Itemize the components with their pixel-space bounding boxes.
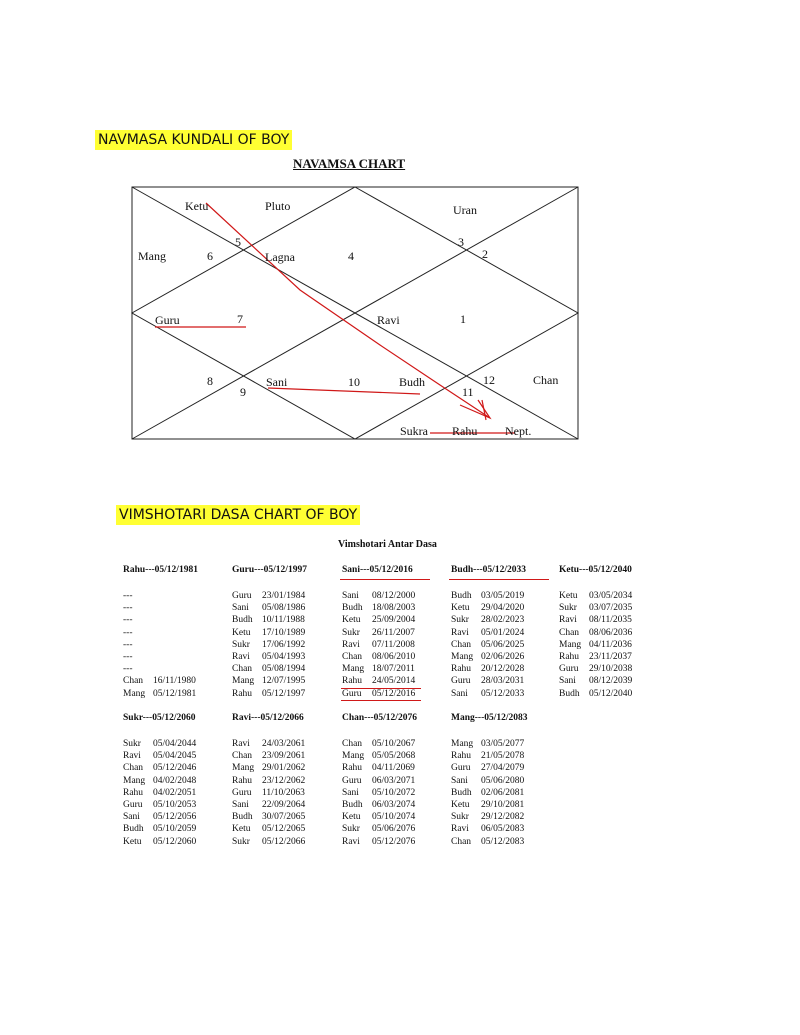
house-1: 1	[460, 312, 466, 326]
dasa-row: Guru 23/01/1984	[232, 591, 306, 601]
dasa-block-title: Mang---05/12/2083	[451, 713, 528, 723]
house-4: 4	[348, 249, 354, 263]
dasa-row: Ravi 24/03/2061	[232, 739, 306, 749]
dasa-row: ---	[123, 627, 133, 638]
dasa-row: Guru 11/10/2063	[232, 787, 305, 798]
house-11: 11	[462, 385, 474, 399]
dasa-block-title: Budh---05/12/2033	[451, 565, 526, 575]
navamsa-section-heading: NAVMASA KUNDALI OF BOY	[95, 130, 292, 150]
dasa-row: Sukr 26/11/2007	[342, 627, 415, 638]
dasa-block-title: Sukr---05/12/2060	[123, 713, 196, 723]
dasa-row: Budh 06/03/2074	[342, 799, 416, 810]
dasa-row: Rahu 21/05/2078	[451, 751, 525, 762]
dasa-row: Ravi 06/05/2083	[451, 824, 525, 835]
dasa-row: Guru 05/10/2053	[123, 799, 197, 810]
dasa-row: Ketu 05/12/2060	[123, 836, 197, 847]
planet-pluto: Pluto	[265, 199, 291, 213]
dasa-row: Guru 28/03/2031	[451, 676, 525, 687]
dasa-block-title: Ketu---05/12/2040	[559, 565, 632, 575]
dasa-row: Sani 05/12/2033	[451, 688, 525, 699]
house-7: 7	[237, 312, 243, 326]
dasa-rows	[451, 590, 524, 700]
dasa-row: Chan 05/08/1994	[232, 664, 306, 675]
dasa-row: Ketu 03/05/2034	[559, 591, 633, 601]
dasa-row: Ravi 07/11/2008	[342, 639, 415, 650]
dasa-row: Sukr 28/02/2023	[451, 615, 525, 626]
dasa-row: Ravi 05/12/2076	[342, 836, 416, 847]
dasa-row: Chan 05/06/2025	[451, 639, 525, 650]
dasa-rows	[559, 590, 632, 700]
dasa-row: Rahu 04/02/2051	[123, 787, 197, 798]
dasa-row: Budh 18/08/2003	[342, 603, 416, 614]
dasa-row: Sukr 17/06/1992	[232, 639, 306, 650]
dasa-row: ---	[123, 651, 133, 662]
dasa-row: ---	[123, 664, 133, 675]
dasa-block-title: Rahu---05/12/1981	[123, 565, 198, 575]
house-5: 5	[235, 235, 241, 249]
dasa-row: Sani 05/10/2072	[342, 787, 416, 798]
dasa-row: Guru 06/03/2071	[342, 775, 416, 786]
dasa-row: Budh 10/11/1988	[232, 615, 305, 626]
dasa-row: Ravi 08/11/2035	[559, 615, 632, 626]
dasa-row: Chan 08/06/2036	[559, 627, 633, 638]
dasa-row: Sani 08/12/2039	[559, 676, 633, 687]
house-12: 12	[483, 373, 495, 387]
dasa-row: Guru 05/12/2016	[342, 688, 416, 699]
dasa-row: Mang 04/02/2048	[123, 775, 197, 786]
annotation-guru-row-underline	[341, 700, 421, 701]
dasa-row: Sani 05/06/2080	[451, 775, 525, 786]
planet-mang: Mang	[138, 249, 166, 263]
dasa-row: Rahu 04/11/2069	[342, 763, 415, 774]
dasa-row: Ketu 29/04/2020	[451, 603, 525, 614]
house-8: 8	[207, 374, 213, 388]
dasa-row: Chan 05/10/2067	[342, 739, 416, 749]
dasa-row: Chan 23/09/2061	[232, 751, 306, 762]
dasa-rows	[342, 590, 415, 700]
dasa-row: Ketu 25/09/2004	[342, 615, 416, 626]
dasa-row: Sukr 05/12/2066	[232, 836, 306, 847]
dasa-row: Guru 27/04/2079	[451, 763, 525, 774]
dasa-section-heading: VIMSHOTARI DASA CHART OF BOY	[116, 505, 360, 525]
house-9: 9	[240, 385, 246, 399]
dasa-rows	[232, 590, 305, 700]
dasa-row: Sukr 29/12/2082	[451, 812, 525, 823]
dasa-row: Budh 03/05/2019	[451, 591, 525, 601]
planet-ketu: Ketu	[185, 199, 209, 213]
dasa-row: Rahu 20/12/2028	[451, 664, 525, 675]
dasa-row: Rahu 05/12/1997	[232, 688, 306, 699]
dasa-row: Sukr 05/06/2076	[342, 824, 416, 835]
planet-sani: Sani	[266, 375, 288, 389]
house-2: 2	[482, 247, 488, 261]
dasa-row: Ravi 05/04/2045	[123, 751, 197, 762]
dasa-row: Sani 22/09/2064	[232, 799, 306, 810]
dasa-row: Chan 16/11/1980	[123, 676, 196, 687]
annotation-tick	[482, 400, 486, 420]
dasa-row: Sani 05/12/2056	[123, 812, 197, 823]
annotation-sani-budh-line	[268, 388, 420, 394]
dasa-table-title: Vimshotari Antar Dasa	[338, 539, 437, 550]
annotation-rahu-row-underline	[341, 688, 421, 689]
planet-ravi: Ravi	[377, 313, 400, 327]
dasa-row: Budh 05/10/2059	[123, 824, 197, 835]
dasa-row: Ketu 05/12/2065	[232, 824, 306, 835]
dasa-row: Chan 08/06/2010	[342, 651, 416, 662]
planet-rahu: Rahu	[452, 424, 478, 438]
dasa-row: Sani 05/08/1986	[232, 603, 306, 614]
house-6: 6	[207, 249, 213, 263]
dasa-row: Mang 18/07/2011	[342, 664, 415, 675]
dasa-rows	[123, 590, 196, 700]
dasa-rows	[123, 738, 196, 848]
house-lagna: Lagna	[265, 250, 295, 264]
planet-guru: Guru	[155, 313, 180, 327]
dasa-row: Chan 05/12/2046	[123, 763, 197, 774]
dasa-row: Ketu 17/10/1989	[232, 627, 306, 638]
dasa-block-title: Chan---05/12/2076	[342, 713, 417, 723]
dasa-row: Mang 29/01/2062	[232, 763, 306, 774]
planet-budh: Budh	[399, 375, 426, 389]
dasa-row: Rahu 23/11/2037	[559, 651, 632, 662]
dasa-row: ---	[123, 603, 133, 614]
dasa-row: Budh 05/12/2040	[559, 688, 633, 699]
dasa-block-title: Sani---05/12/2016	[342, 565, 413, 575]
dasa-row: Sani 08/12/2000	[342, 591, 416, 601]
planet-nept: Nept.	[505, 424, 532, 438]
dasa-row: ---	[123, 615, 133, 626]
dasa-row: ---	[123, 639, 133, 650]
dasa-row: Sukr 05/04/2044	[123, 739, 197, 749]
planet-chan: Chan	[533, 373, 559, 387]
dasa-row: Rahu 23/12/2062	[232, 775, 306, 786]
dasa-rows	[451, 738, 524, 848]
annotation-budh-title-underline	[449, 579, 549, 580]
planet-sukra: Sukra	[400, 424, 428, 438]
dasa-row: Mang 05/12/1981	[123, 688, 197, 699]
dasa-row: Rahu 24/05/2014	[342, 676, 416, 687]
dasa-row: Guru 29/10/2038	[559, 664, 633, 675]
chart-title: NAVAMSA CHART	[293, 156, 406, 171]
dasa-row: Mang 12/07/1995	[232, 676, 306, 687]
dasa-block-title: Guru---05/12/1997	[232, 565, 307, 575]
dasa-row: Mang 04/11/2036	[559, 639, 632, 650]
planet-uran: Uran	[453, 203, 477, 217]
dasa-rows	[232, 738, 305, 848]
dasa-row: Budh 02/06/2081	[451, 787, 525, 798]
house-3: 3	[458, 235, 464, 249]
dasa-row: Sukr 03/07/2035	[559, 603, 633, 614]
dasa-row: Ravi 05/01/2024	[451, 627, 525, 638]
dasa-row: Mang 05/05/2068	[342, 751, 416, 762]
dasa-row: Mang 02/06/2026	[451, 651, 525, 662]
dasa-row: Ravi 05/04/1993	[232, 651, 306, 662]
dasa-row: Mang 03/05/2077	[451, 739, 525, 749]
dasa-row: ---	[123, 591, 133, 601]
dasa-row: Chan 05/12/2083	[451, 836, 525, 847]
dasa-row: Budh 30/07/2065	[232, 812, 306, 823]
dasa-block-title: Ravi---05/12/2066	[232, 713, 304, 723]
annotation-sani-title-underline	[340, 579, 430, 580]
dasa-row: Ketu 29/10/2081	[451, 799, 525, 810]
dasa-rows	[342, 738, 415, 848]
dasa-row: Ketu 05/10/2074	[342, 812, 416, 823]
house-10: 10	[348, 375, 360, 389]
